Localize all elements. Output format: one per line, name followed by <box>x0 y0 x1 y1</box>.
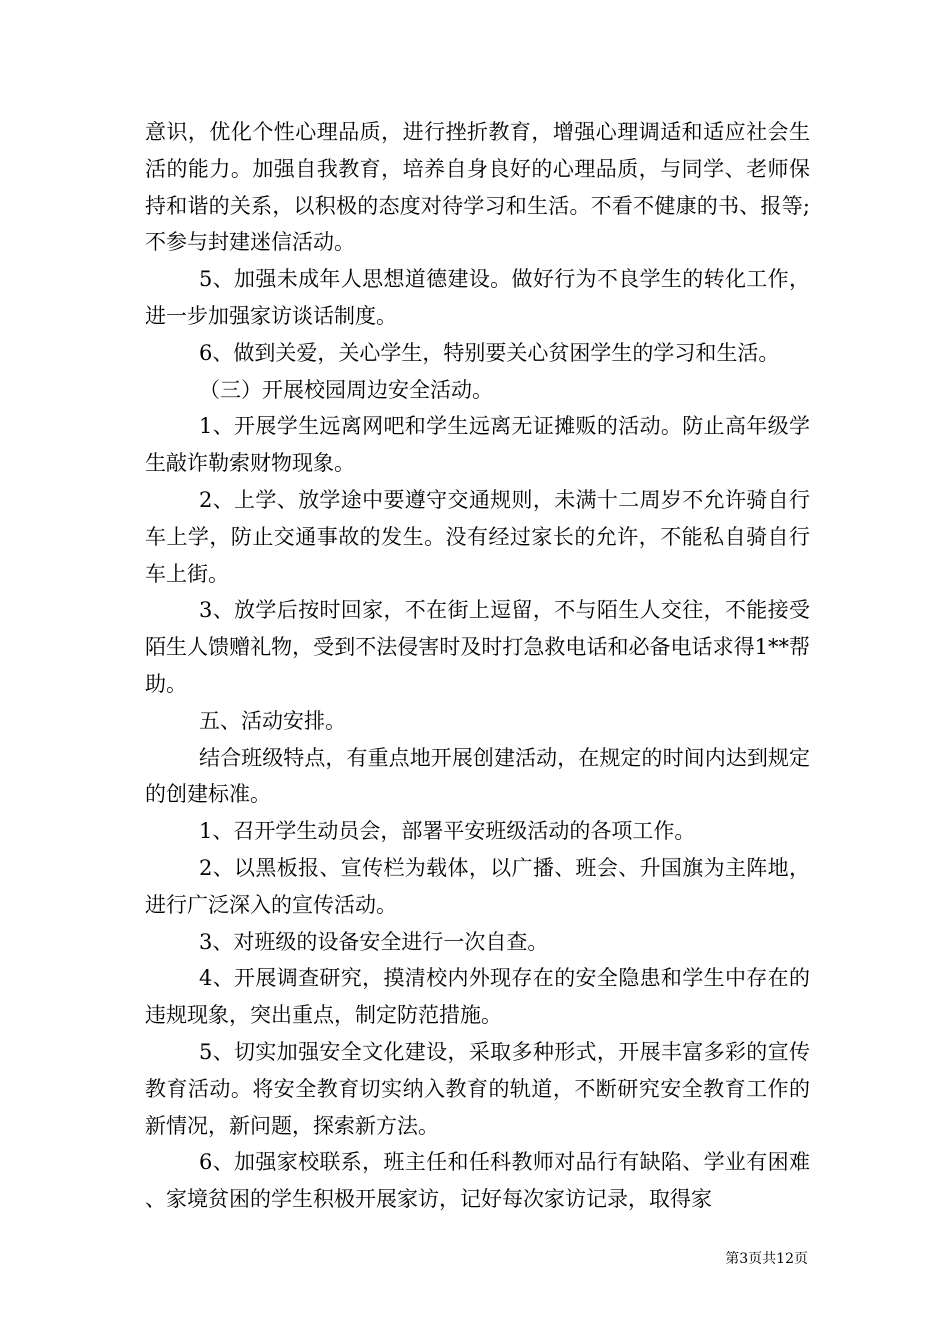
paragraph-11: 2、以黑板报、宣传栏为载体，以广播、班会、升国旗为主阵地，进行广泛深入的宣传活动。 <box>145 855 810 917</box>
page-number-footer: 第3页共12页 <box>725 1251 808 1267</box>
paragraph-9: 结合班级特点，有重点地开展创建活动，在规定的时间内达到规定的创建标准。 <box>145 745 810 807</box>
paragraph-15: 6、加强家校联系，班主任和任科教师对品行有缺陷、学业有困难、家境贫困的学生积极开展家访，记好每次家访记录，取得家 <box>145 1150 810 1212</box>
paragraph-12: 3、对班级的设备安全进行一次自查。 <box>199 929 549 954</box>
paragraph-3: 6、做到关爱，关心学生，特别要关心贫困学生的学习和生活。 <box>199 340 780 365</box>
paragraph-10: 1、召开学生动员会，部署平安班级活动的各项工作。 <box>199 819 696 844</box>
paragraph-13: 4、开展调查研究，摸清校内外现存在的安全隐患和学生中存在的违规现象，突出重点，制定防范措施。 <box>145 966 810 1028</box>
paragraph-7: 3、放学后按时回家，不在街上逗留，不与陌生人交往，不能接受陌生人馈赠礼物，受到不法侵害时及时打急救电话和必备电话求得1**帮助。 <box>145 598 810 696</box>
paragraph-5: 1、开展学生远离网吧和学生远离无证摊贩的活动。防止高年级学生敲诈勒索财物现象。 <box>145 414 810 476</box>
paragraph-6: 2、上学、放学途中要遵守交通规则，未满十二周岁不允许骑自行车上学，防止交通事故的发生。没有经过家长的允许，不能私自骑自行车上街。 <box>145 487 810 586</box>
paragraph-1: 意识，优化个性心理品质，进行挫折教育，增强心理调适和适应社会生活的能力。加强自我教育，培养自身良好的心理品质，与同学、老师保持和谐的关系，以积极的态度对待学习和生活。不看不健康的书、报等;不参与封建迷信活动。 <box>145 120 810 255</box>
document-body <box>145 114 810 1218</box>
paragraph-14: 5、切实加强安全文化建设，采取多种形式，开展丰富多彩的宣传教育活动。将安全教育切实纳入教育的轨道，不断研究安全教育工作的新情况，新问题，探索新方法。 <box>145 1039 810 1138</box>
paragraph-2: 5、加强未成年人思想道德建设。做好行为不良学生的转化工作，进一步加强家访谈话制度。 <box>145 267 810 328</box>
paragraph-8: 五、活动安排。 <box>199 708 346 733</box>
paragraph-4: （三）开展校园周边安全活动。 <box>199 377 493 402</box>
